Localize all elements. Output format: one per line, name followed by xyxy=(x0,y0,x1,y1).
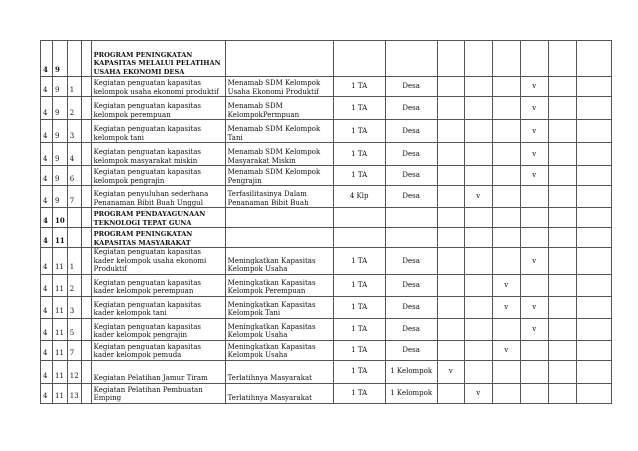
code-a: 4 xyxy=(41,186,53,208)
lokasi-cell: Desa xyxy=(385,143,437,166)
code-b: 11 xyxy=(53,274,68,296)
check-cell-1: v xyxy=(437,360,464,383)
target-cell: 1 TA xyxy=(333,143,385,166)
kegiatan-cell: Kegiatan penguatan kapasitas kader kelompok tani xyxy=(91,296,225,318)
spacer-cell xyxy=(81,228,91,248)
check-cell-4 xyxy=(520,274,548,296)
code-c: 1 xyxy=(67,248,81,275)
code-b: 9 xyxy=(53,41,68,77)
table-row xyxy=(41,97,612,120)
check-cell-3: v xyxy=(492,340,520,360)
code-b: 9 xyxy=(53,143,68,166)
lokasi-cell: Desa xyxy=(385,340,437,360)
sasaran-cell: Menamab SDM Kelompok Pengrajin xyxy=(225,166,333,186)
check-cell-3 xyxy=(492,318,520,340)
code-c: 3 xyxy=(67,296,81,318)
empty-cell-2 xyxy=(576,274,611,296)
target-cell: 1 TA xyxy=(333,274,385,296)
check-cell-4: v xyxy=(520,296,548,318)
check-cell-4 xyxy=(520,383,548,403)
check-cell-2: v xyxy=(464,186,492,208)
code-a: 4 xyxy=(41,318,53,340)
check-cell-2 xyxy=(464,296,492,318)
target-cell: 1 TA xyxy=(333,166,385,186)
code-c: 7 xyxy=(67,186,81,208)
spacer-cell xyxy=(81,318,91,340)
code-c: 4 xyxy=(67,143,81,166)
check-cell-1 xyxy=(437,77,464,97)
table-row xyxy=(41,143,612,166)
spacer-cell xyxy=(81,360,91,383)
sasaran-cell: Meningkatkan Kapasitas Kelompok Usaha xyxy=(225,340,333,360)
check-cell-2 xyxy=(464,97,492,120)
check-cell-4: v xyxy=(520,248,548,275)
check-cell-2 xyxy=(464,143,492,166)
check-cell-1 xyxy=(437,41,464,77)
kegiatan-cell: Kegiatan penguatan kapasitas kader kelompok pengrajin xyxy=(91,318,225,340)
sasaran-cell: Meningkatkan Kapasitas Kelompok Usaha xyxy=(225,248,333,275)
code-a: 4 xyxy=(41,340,53,360)
target-cell: 1 TA xyxy=(333,248,385,275)
target-cell: 1 TA xyxy=(333,77,385,97)
check-cell-3 xyxy=(492,186,520,208)
spacer-cell xyxy=(81,143,91,166)
target-cell: 1 TA xyxy=(333,340,385,360)
empty-cell-2 xyxy=(576,166,611,186)
kegiatan-cell: Kegiatan penguatan kapasitas kelompok masyarakat miskin xyxy=(91,143,225,166)
target-cell xyxy=(333,228,385,248)
check-cell-3 xyxy=(492,97,520,120)
sasaran-cell: Meningkatkan Kapasitas Kelompok Perempuan xyxy=(225,274,333,296)
check-cell-1 xyxy=(437,228,464,248)
empty-cell-2 xyxy=(576,340,611,360)
target-cell: 1 TA xyxy=(333,318,385,340)
code-c: 2 xyxy=(67,274,81,296)
program-header-row xyxy=(41,41,612,77)
check-cell-4: v xyxy=(520,97,548,120)
kegiatan-cell: Kegiatan penyuluhan sederhana Penanaman Bibit Buah Unggul xyxy=(91,186,225,208)
empty-cell-1 xyxy=(548,274,576,296)
code-c xyxy=(67,228,81,248)
code-b: 11 xyxy=(53,296,68,318)
code-a: 4 xyxy=(41,143,53,166)
check-cell-2 xyxy=(464,208,492,228)
code-b: 11 xyxy=(53,360,68,383)
code-b: 11 xyxy=(53,340,68,360)
spacer-cell xyxy=(81,296,91,318)
table-row xyxy=(41,360,612,383)
table-row xyxy=(41,120,612,143)
code-b: 11 xyxy=(53,248,68,275)
kegiatan-cell: Kegiatan penguatan kapasitas kelompok usaha ekonomi produktif xyxy=(91,77,225,97)
program-table xyxy=(40,40,612,404)
check-cell-1 xyxy=(437,97,464,120)
code-b: 9 xyxy=(53,186,68,208)
table-row xyxy=(41,166,612,186)
check-cell-1 xyxy=(437,296,464,318)
empty-cell-1 xyxy=(548,228,576,248)
spacer-cell xyxy=(81,340,91,360)
code-c xyxy=(67,41,81,77)
check-cell-4 xyxy=(520,340,548,360)
target-cell: 1 TA xyxy=(333,97,385,120)
code-a: 4 xyxy=(41,360,53,383)
code-c xyxy=(67,208,81,228)
empty-cell-1 xyxy=(548,166,576,186)
check-cell-4: v xyxy=(520,166,548,186)
code-c: 7 xyxy=(67,340,81,360)
lokasi-cell xyxy=(385,41,437,77)
kegiatan-cell: PROGRAM PENINGKATAN KAPASITAS MASYARAKAT xyxy=(91,228,225,248)
check-cell-2 xyxy=(464,340,492,360)
empty-cell-2 xyxy=(576,120,611,143)
sasaran-cell xyxy=(225,41,333,77)
table-row xyxy=(41,186,612,208)
check-cell-4 xyxy=(520,208,548,228)
empty-cell-2 xyxy=(576,208,611,228)
program-header-row xyxy=(41,208,612,228)
code-b: 9 xyxy=(53,120,68,143)
empty-cell-1 xyxy=(548,97,576,120)
table-row xyxy=(41,340,612,360)
check-cell-2 xyxy=(464,166,492,186)
spacer-cell xyxy=(81,77,91,97)
empty-cell-2 xyxy=(576,41,611,77)
check-cell-1 xyxy=(437,383,464,403)
code-c: 6 xyxy=(67,166,81,186)
check-cell-4 xyxy=(520,41,548,77)
code-c: 2 xyxy=(67,97,81,120)
spacer-cell xyxy=(81,166,91,186)
table-row xyxy=(41,77,612,97)
code-c: 1 xyxy=(67,77,81,97)
empty-cell-2 xyxy=(576,77,611,97)
check-cell-4 xyxy=(520,360,548,383)
lokasi-cell: Desa xyxy=(385,166,437,186)
target-cell: 1 TA xyxy=(333,360,385,383)
empty-cell-2 xyxy=(576,228,611,248)
lokasi-cell: Desa xyxy=(385,77,437,97)
sasaran-cell: Meningkatkan Kapasitas Kelompok Usaha xyxy=(225,318,333,340)
code-b: 9 xyxy=(53,97,68,120)
code-a: 4 xyxy=(41,120,53,143)
check-cell-3: v xyxy=(492,296,520,318)
target-cell: 1 TA xyxy=(333,296,385,318)
lokasi-cell: Desa xyxy=(385,274,437,296)
check-cell-3 xyxy=(492,41,520,77)
check-cell-1 xyxy=(437,120,464,143)
lokasi-cell xyxy=(385,228,437,248)
sasaran-cell: Terlatihnya Masyarakat xyxy=(225,360,333,383)
check-cell-3 xyxy=(492,208,520,228)
check-cell-3 xyxy=(492,120,520,143)
code-a: 4 xyxy=(41,383,53,403)
empty-cell-1 xyxy=(548,208,576,228)
empty-cell-2 xyxy=(576,143,611,166)
kegiatan-cell: Kegiatan penguatan kapasitas kelompok pengrajin xyxy=(91,166,225,186)
empty-cell-2 xyxy=(576,360,611,383)
kegiatan-cell: Kegiatan Pelatihan Jamur Tiram xyxy=(91,360,225,383)
lokasi-cell: Desa xyxy=(385,120,437,143)
check-cell-3 xyxy=(492,166,520,186)
empty-cell-1 xyxy=(548,383,576,403)
check-cell-4: v xyxy=(520,318,548,340)
check-cell-3 xyxy=(492,228,520,248)
code-b: 11 xyxy=(53,318,68,340)
check-cell-4: v xyxy=(520,120,548,143)
code-b: 9 xyxy=(53,166,68,186)
code-a: 4 xyxy=(41,77,53,97)
empty-cell-2 xyxy=(576,186,611,208)
sasaran-cell: Menamab SDM KelompokPermpuan xyxy=(225,97,333,120)
code-a: 4 xyxy=(41,97,53,120)
code-c: 3 xyxy=(67,120,81,143)
check-cell-2 xyxy=(464,41,492,77)
target-cell: 1 TA xyxy=(333,120,385,143)
check-cell-1 xyxy=(437,143,464,166)
empty-cell-1 xyxy=(548,248,576,275)
lokasi-cell: 1 Kelompok xyxy=(385,360,437,383)
empty-cell-1 xyxy=(548,186,576,208)
check-cell-2 xyxy=(464,274,492,296)
spacer-cell xyxy=(81,383,91,403)
sasaran-cell: Meningkatkan Kapasitas Kelompok Tani xyxy=(225,296,333,318)
sasaran-cell xyxy=(225,228,333,248)
table-row xyxy=(41,248,612,275)
sasaran-cell: Menamab SDM Kelompok Tani xyxy=(225,120,333,143)
check-cell-2 xyxy=(464,120,492,143)
check-cell-3 xyxy=(492,77,520,97)
target-cell: 4 Klp xyxy=(333,186,385,208)
spacer-cell xyxy=(81,41,91,77)
sasaran-cell: Menamab SDM Kelompok Masyarakat Miskin xyxy=(225,143,333,166)
check-cell-2 xyxy=(464,248,492,275)
lokasi-cell xyxy=(385,208,437,228)
check-cell-1 xyxy=(437,340,464,360)
check-cell-2 xyxy=(464,360,492,383)
spacer-cell xyxy=(81,208,91,228)
check-cell-1 xyxy=(437,318,464,340)
kegiatan-cell: Kegiatan penguatan kapasitas kader kelompok perempuan xyxy=(91,274,225,296)
code-a: 4 xyxy=(41,41,53,77)
check-cell-3 xyxy=(492,248,520,275)
target-cell xyxy=(333,208,385,228)
check-cell-1 xyxy=(437,208,464,228)
lokasi-cell: 1 Kelompok xyxy=(385,383,437,403)
check-cell-3 xyxy=(492,143,520,166)
check-cell-2 xyxy=(464,318,492,340)
empty-cell-1 xyxy=(548,41,576,77)
sasaran-cell xyxy=(225,208,333,228)
code-c: 12 xyxy=(67,360,81,383)
check-cell-2: v xyxy=(464,383,492,403)
code-a: 4 xyxy=(41,228,53,248)
empty-cell-2 xyxy=(576,383,611,403)
empty-cell-1 xyxy=(548,340,576,360)
empty-cell-2 xyxy=(576,318,611,340)
sasaran-cell: Menamab SDM Kelompok Usaha Ekonomi Produktif xyxy=(225,77,333,97)
kegiatan-cell: Kegiatan Pelatihan Pembuatan Emping xyxy=(91,383,225,403)
code-b: 9 xyxy=(53,77,68,97)
empty-cell-1 xyxy=(548,318,576,340)
empty-cell-2 xyxy=(576,248,611,275)
check-cell-2 xyxy=(464,77,492,97)
code-c: 13 xyxy=(67,383,81,403)
empty-cell-1 xyxy=(548,296,576,318)
lokasi-cell: Desa xyxy=(385,296,437,318)
code-a: 4 xyxy=(41,274,53,296)
target-cell xyxy=(333,41,385,77)
sasaran-cell: Terfasilitasinya Dalam Penanaman Bibit Buah xyxy=(225,186,333,208)
spacer-cell xyxy=(81,97,91,120)
check-cell-3 xyxy=(492,360,520,383)
check-cell-4 xyxy=(520,186,548,208)
check-cell-1 xyxy=(437,274,464,296)
check-cell-1 xyxy=(437,166,464,186)
check-cell-1 xyxy=(437,186,464,208)
code-c: 5 xyxy=(67,318,81,340)
table-row xyxy=(41,383,612,403)
code-a: 4 xyxy=(41,296,53,318)
code-a: 4 xyxy=(41,208,53,228)
program-header-row xyxy=(41,228,612,248)
lokasi-cell: Desa xyxy=(385,248,437,275)
kegiatan-cell: Kegiatan penguatan kapasitas kader kelompok usaha ekonomi Produktif xyxy=(91,248,225,275)
sasaran-cell: Terlatihnya Masyarakat xyxy=(225,383,333,403)
kegiatan-cell: Kegiatan penguatan kapasitas kelompok perempuan xyxy=(91,97,225,120)
code-b: 10 xyxy=(53,208,68,228)
target-cell: 1 TA xyxy=(333,383,385,403)
empty-cell-1 xyxy=(548,120,576,143)
check-cell-4: v xyxy=(520,143,548,166)
table-row xyxy=(41,296,612,318)
kegiatan-cell: PROGRAM PENINGKATAN KAPASITAS MELALUI PELATIHAN USAHA EKONOMI DESA xyxy=(91,41,225,77)
table-row xyxy=(41,318,612,340)
spacer-cell xyxy=(81,186,91,208)
code-b: 11 xyxy=(53,383,68,403)
kegiatan-cell: Kegiatan penguatan kapasitas kelompok tani xyxy=(91,120,225,143)
code-a: 4 xyxy=(41,166,53,186)
lokasi-cell: Desa xyxy=(385,97,437,120)
check-cell-2 xyxy=(464,228,492,248)
check-cell-3 xyxy=(492,383,520,403)
spacer-cell xyxy=(81,274,91,296)
table-row xyxy=(41,274,612,296)
empty-cell-1 xyxy=(548,77,576,97)
lokasi-cell: Desa xyxy=(385,186,437,208)
check-cell-1 xyxy=(437,248,464,275)
check-cell-3: v xyxy=(492,274,520,296)
table-body xyxy=(41,41,612,404)
check-cell-4: v xyxy=(520,77,548,97)
spacer-cell xyxy=(81,248,91,275)
empty-cell-2 xyxy=(576,97,611,120)
empty-cell-2 xyxy=(576,296,611,318)
empty-cell-1 xyxy=(548,143,576,166)
lokasi-cell: Desa xyxy=(385,318,437,340)
kegiatan-cell: Kegiatan penguatan kapasitas kader kelompok pemuda xyxy=(91,340,225,360)
kegiatan-cell: PROGRAM PENDAYAGUNAAN TEKNOLOGI TEPAT GUNA xyxy=(91,208,225,228)
code-a: 4 xyxy=(41,248,53,275)
code-b: 11 xyxy=(53,228,68,248)
empty-cell-1 xyxy=(548,360,576,383)
spacer-cell xyxy=(81,120,91,143)
check-cell-4 xyxy=(520,228,548,248)
